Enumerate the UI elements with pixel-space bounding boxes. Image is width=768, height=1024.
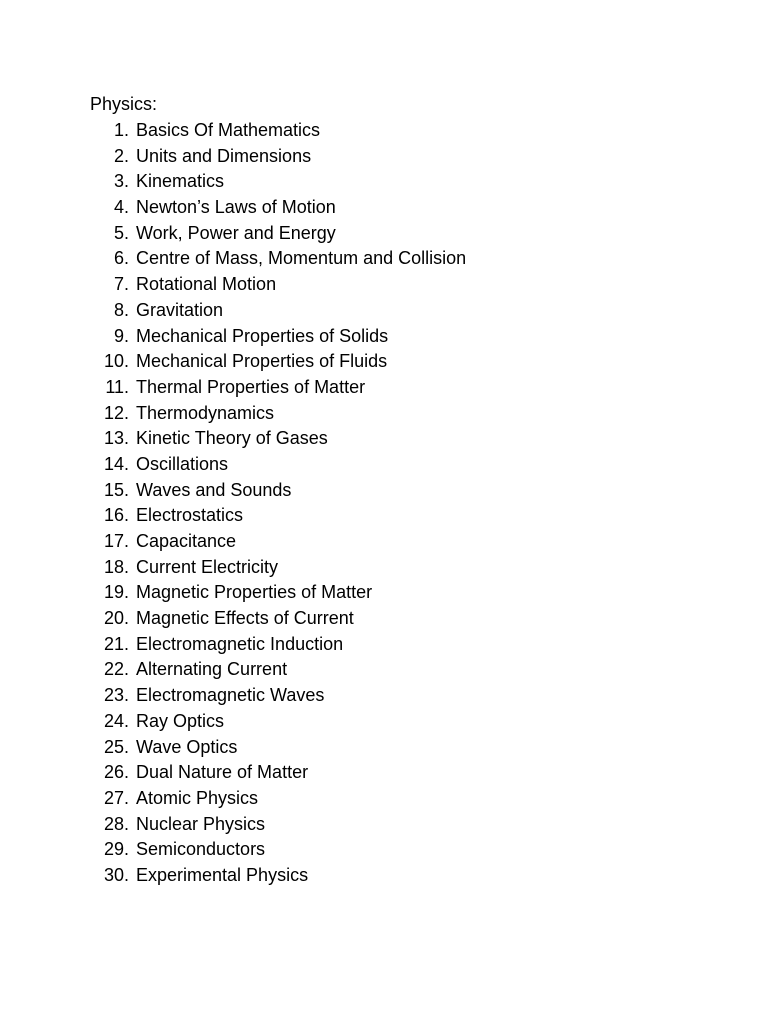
list-item-label: Mechanical Properties of Solids bbox=[136, 325, 389, 346]
list-item-number: 14. bbox=[103, 453, 129, 474]
list-item-label: Electromagnetic Induction bbox=[136, 633, 344, 654]
list-item-label: Experimental Physics bbox=[136, 864, 309, 885]
list-item-number: 19. bbox=[103, 582, 129, 603]
list-item bbox=[90, 324, 466, 350]
list-item-number: 16. bbox=[103, 505, 129, 526]
list-item-label: Basics Of Mathematics bbox=[136, 120, 321, 140]
list-item bbox=[90, 401, 466, 427]
list-item-label: Gravitation bbox=[136, 299, 224, 320]
list-item-number: 26. bbox=[103, 762, 129, 783]
list-item-label: Mechanical Properties of Fluids bbox=[136, 351, 388, 372]
list-item bbox=[90, 632, 466, 658]
list-item bbox=[90, 375, 466, 401]
list-item-label: Current Electricity bbox=[136, 556, 279, 577]
list-item bbox=[90, 144, 466, 170]
list-item-number: 12. bbox=[103, 402, 129, 423]
list-item bbox=[90, 735, 466, 761]
list-item bbox=[90, 683, 466, 709]
list-item bbox=[90, 272, 466, 298]
list-item-label: Alternating Current bbox=[136, 659, 288, 680]
list-item bbox=[90, 580, 466, 606]
list-item bbox=[90, 298, 466, 324]
list-item-number: 23. bbox=[103, 685, 129, 706]
list-item-number: 13. bbox=[103, 428, 129, 449]
list-item-label: Thermodynamics bbox=[136, 402, 275, 423]
list-item bbox=[90, 606, 466, 632]
list-item-number: 9. bbox=[113, 325, 129, 346]
list-item bbox=[90, 478, 466, 504]
list-item-label: Kinetic Theory of Gases bbox=[136, 428, 328, 449]
list-item-label: Ray Optics bbox=[136, 710, 225, 731]
list-item-label: Newton’s Laws of Motion bbox=[136, 197, 336, 218]
list-item-label: Thermal Properties of Matter bbox=[136, 376, 366, 397]
list-item-number: 11. bbox=[105, 376, 129, 397]
list-item-label: Magnetic Effects of Current bbox=[136, 608, 354, 629]
list-item bbox=[90, 529, 466, 555]
list-item bbox=[90, 863, 466, 889]
list-item-number: 8. bbox=[113, 299, 129, 320]
list-item-number: 15. bbox=[103, 479, 129, 500]
list-item-number: 18. bbox=[103, 556, 129, 577]
list-item-number: 30. bbox=[103, 864, 129, 885]
list-item-label: Magnetic Properties of Matter bbox=[136, 582, 373, 603]
list-item bbox=[90, 221, 466, 247]
list-item bbox=[90, 118, 466, 144]
list-item-number: 28. bbox=[103, 813, 129, 834]
list-item bbox=[90, 812, 466, 838]
list-item-label: Oscillations bbox=[136, 453, 229, 474]
list-item-number: 5. bbox=[113, 222, 129, 243]
list-item-label: Capacitance bbox=[136, 531, 237, 551]
list-item bbox=[90, 657, 466, 683]
list-item-label: Dual Nature of Matter bbox=[136, 762, 309, 783]
list-item-label: Electromagnetic Waves bbox=[136, 685, 325, 706]
list-item bbox=[90, 503, 466, 529]
list-item-number: 20. bbox=[103, 608, 129, 629]
list-item-label: Kinematics bbox=[136, 171, 225, 192]
list-item bbox=[90, 426, 466, 452]
list-item-label: Semiconductors bbox=[136, 839, 266, 860]
list-item-label: Atomic Physics bbox=[136, 787, 259, 808]
list-item-number: 21. bbox=[103, 633, 129, 654]
list-item-number: 1. bbox=[113, 120, 129, 140]
list-item-label: Rotational Motion bbox=[136, 274, 277, 295]
list-item bbox=[90, 837, 466, 863]
list-item-number: 3. bbox=[113, 171, 129, 192]
list-item bbox=[90, 760, 466, 786]
topic-list bbox=[90, 118, 466, 889]
list-item-number: 25. bbox=[103, 736, 129, 757]
list-item-number: 17. bbox=[103, 531, 129, 551]
list-item bbox=[90, 169, 466, 195]
list-item-label: Work, Power and Energy bbox=[136, 222, 336, 243]
list-item-number: 2. bbox=[113, 145, 129, 166]
list-item-label: Wave Optics bbox=[136, 736, 238, 757]
section-heading: Physics: bbox=[90, 94, 158, 114]
list-item-number: 7. bbox=[113, 274, 129, 295]
list-item-label: Units and Dimensions bbox=[136, 145, 312, 166]
list-item-label: Centre of Mass, Momentum and Collision bbox=[136, 248, 467, 269]
list-item bbox=[90, 709, 466, 735]
list-item bbox=[90, 452, 466, 478]
list-item-label: Electrostatics bbox=[136, 505, 244, 526]
list-item-number: 29. bbox=[103, 839, 129, 860]
list-item bbox=[90, 786, 466, 812]
list-item-number: 22. bbox=[103, 659, 129, 680]
list-item-number: 4. bbox=[113, 197, 129, 218]
list-item bbox=[90, 349, 466, 375]
list-item-number: 24. bbox=[103, 710, 129, 731]
list-item-number: 6. bbox=[113, 248, 129, 269]
list-item-label: Waves and Sounds bbox=[136, 479, 292, 500]
list-item-number: 10. bbox=[103, 351, 129, 372]
list-item-label: Nuclear Physics bbox=[136, 813, 266, 834]
list-item-number: 27. bbox=[103, 787, 129, 808]
list-item bbox=[90, 195, 466, 221]
list-item bbox=[90, 246, 466, 272]
list-item bbox=[90, 555, 466, 581]
